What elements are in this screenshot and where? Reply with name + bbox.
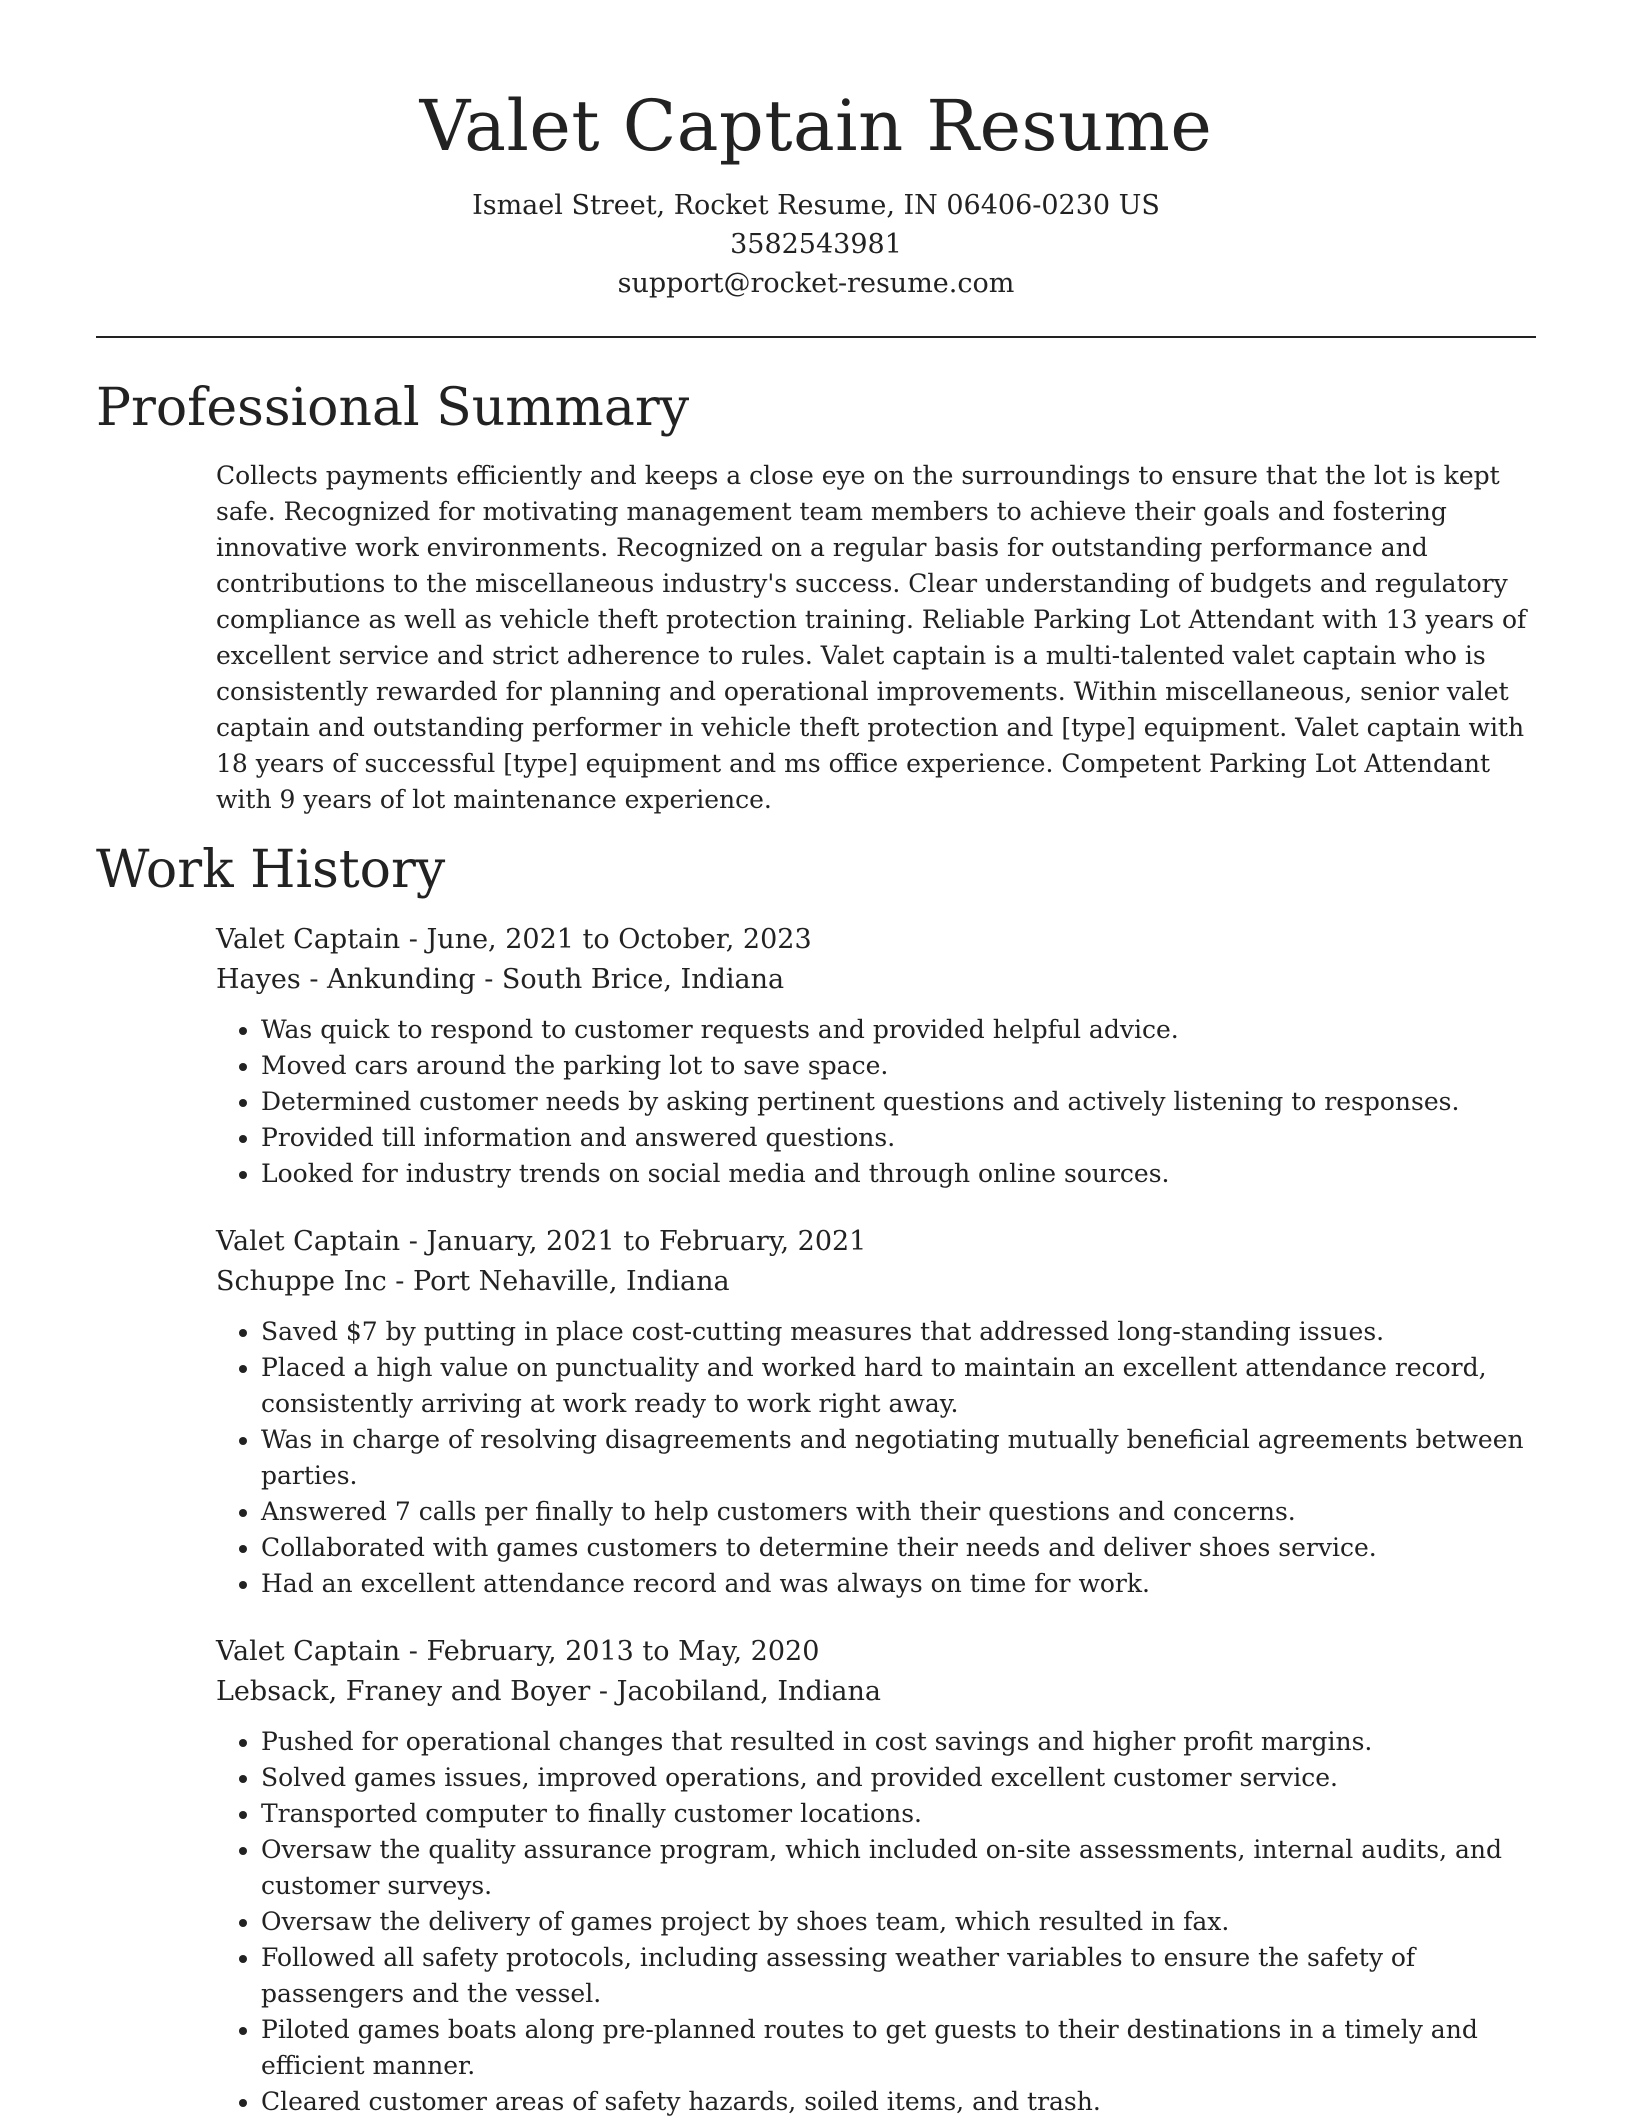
list-item: • Solved games issues, improved operations, and provided excellent customer service. xyxy=(261,1760,1536,1796)
work-history-section xyxy=(216,920,1536,2120)
list-item: • Transported computer to finally customer locations. xyxy=(261,1796,1536,1832)
job-title-line xyxy=(216,920,1536,960)
job-title: Valet Captain xyxy=(216,1226,401,1257)
job-entry xyxy=(216,1632,1536,2120)
list-item: • Was quick to respond to customer requests and provided helpful advice. xyxy=(261,1012,1536,1048)
job-location: - Port Nehaville, Indiana xyxy=(386,1266,730,1297)
job-location: - South Brice, Indiana xyxy=(475,964,785,995)
job-company-line xyxy=(216,1262,1536,1302)
list-item: • Pushed for operational changes that resulted in cost savings and higher profit margins. xyxy=(261,1724,1536,1760)
resume-title: Valet Captain Resume xyxy=(419,85,1213,167)
list-item: • Provided till information and answered questions. xyxy=(261,1120,1536,1156)
list-item: • Followed all safety protocols, including assessing weather variables to ensure the safety of passengers and the vessel. xyxy=(261,1940,1536,2012)
job-title: Valet Captain xyxy=(216,1636,401,1667)
contact-address: Ismael Street, Rocket Resume, IN 06406-0230 US xyxy=(472,190,1160,221)
summary-section xyxy=(216,458,1536,818)
list-item: • Placed a high value on punctuality and worked hard to maintain an excellent attendance record, consistently arriving at work ready to work right away. xyxy=(261,1350,1536,1422)
job-dates: - June, 2021 to October, 2023 xyxy=(400,924,812,955)
list-item: • Determined customer needs by asking pertinent questions and actively listening to responses. xyxy=(261,1084,1536,1120)
job-company: Schuppe Inc xyxy=(216,1266,387,1297)
job-bullets xyxy=(216,1314,1536,1602)
list-item: • Looked for industry trends on social media and through online sources. xyxy=(261,1156,1536,1192)
list-item: • Piloted games boats along pre-planned routes to get guests to their destinations in a timely and efficient manner. xyxy=(261,2012,1536,2084)
work-history-section-title: Work History xyxy=(96,840,446,900)
list-item: • Saved $7 by putting in place cost-cutting measures that addressed long-standing issues. xyxy=(261,1314,1536,1350)
resume-header xyxy=(96,0,1536,303)
contact-email: support@rocket-resume.com xyxy=(617,268,1015,299)
job-company: Lebsack, Franey and Boyer xyxy=(216,1676,591,1707)
job-entry xyxy=(216,920,1536,1192)
job-location: - Jacobiland, Indiana xyxy=(590,1676,881,1707)
job-company-line xyxy=(216,960,1536,1000)
list-item: • Oversaw the delivery of games project by shoes team, which resulted in fax. xyxy=(261,1904,1536,1940)
list-item: • Had an excellent attendance record and was always on time for work. xyxy=(261,1566,1536,1602)
list-item: • Cleared customer areas of safety hazards, soiled items, and trash. xyxy=(261,2084,1536,2120)
job-title-line xyxy=(216,1632,1536,1672)
job-bullets xyxy=(216,1724,1536,2120)
job-entry xyxy=(216,1222,1536,1602)
contact-info xyxy=(96,186,1536,303)
list-item: • Oversaw the quality assurance program, which included on-site assessments, internal audits, and customer surveys. xyxy=(261,1832,1536,1904)
job-dates: - January, 2021 to February, 2021 xyxy=(400,1226,867,1257)
job-company: Hayes - Ankunding xyxy=(216,964,476,995)
job-bullets xyxy=(216,1012,1536,1192)
summary-section-title: Professional Summary xyxy=(96,378,690,438)
contact-phone: 3582543981 xyxy=(730,229,902,260)
job-title: Valet Captain xyxy=(216,924,401,955)
list-item: • Collaborated with games customers to determine their needs and deliver shoes service. xyxy=(261,1530,1536,1566)
list-item: • Moved cars around the parking lot to save space. xyxy=(261,1048,1536,1084)
job-dates: - February, 2013 to May, 2020 xyxy=(400,1636,820,1667)
summary-text: Collects payments efficiently and keeps a close eye on the surroundings to ensure that the lot is kept safe. Recognized for motivating management team members to achieve their goals and fostering innovative work environments. Recognized on a regular basis for outstanding performance and contributions to the miscellaneous industry's success. Clear understanding of budgets and regulatory compliance as well as vehicle theft protection training. Reliable Parking Lot Attendant with 13 years of excellent service and strict adherence to rules. Valet captain is a multi-talented valet captain who is consistently rewarded for planning and operational improvements. Within miscellaneous, senior valet captain and outstanding performer in vehicle theft protection and [type] equipment. Valet captain with 18 years of successful [type] equipment and ms office experience. Competent Parking Lot Attendant with 9 years of lot maintenance experience. xyxy=(216,461,1527,814)
list-item: • Answered 7 calls per finally to help customers with their questions and concerns. xyxy=(261,1494,1536,1530)
header-divider xyxy=(96,336,1536,338)
job-company-line xyxy=(216,1672,1536,1712)
job-title-line xyxy=(216,1222,1536,1262)
resume-page xyxy=(96,0,1536,2120)
list-item: • Was in charge of resolving disagreements and negotiating mutually beneficial agreements between parties. xyxy=(261,1422,1536,1494)
